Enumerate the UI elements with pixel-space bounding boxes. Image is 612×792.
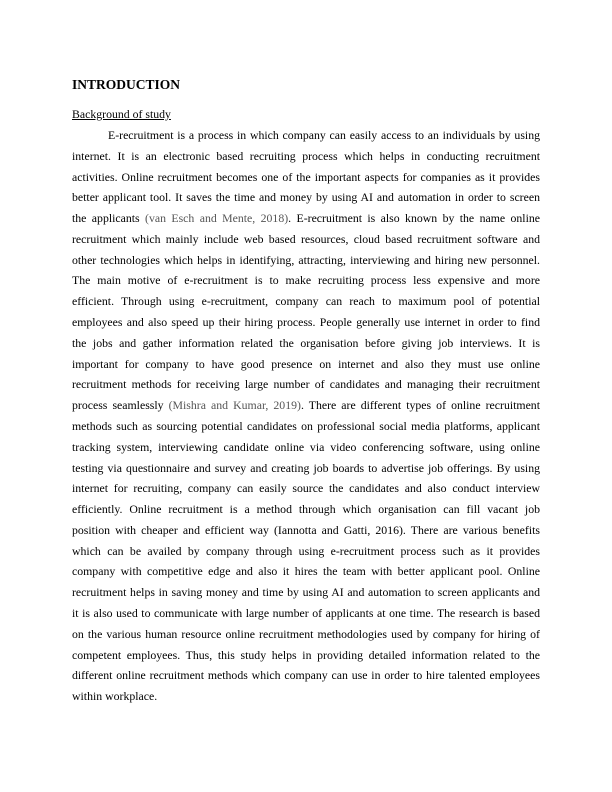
paragraph-line: [72, 208, 540, 229]
paragraph-line: testing via questionnaire and survey and creating job boards to advertise job offerings. By using: [72, 460, 540, 475]
paragraph-line: it is also used to communicate with large number of applicants at one time. The research is based: [72, 605, 540, 620]
paragraph-line: the jobs and gather information related the organisation before giving job interviews. It is: [72, 335, 540, 350]
body-paragraph: [72, 125, 540, 707]
paragraph-line: recruitment helps in saving money and time by using AI and automation to screen applicants and: [72, 585, 540, 600]
paragraph-line: The main motive of e-recruitment is to make recruiting process less expensive and more: [72, 273, 540, 288]
paragraph-line: competent employees. Thus, this study helps in providing detailed information related to the: [72, 647, 540, 662]
paragraph-line: different online recruitment methods which company can use in order to hire talented employees: [72, 668, 540, 683]
paragraph-line: other technologies which helps in identifying, attracting, interviewing and hiring new personnel.: [72, 252, 540, 267]
subsection-heading: Background of study: [72, 107, 171, 121]
citation: (van Esch and Mente, 2018): [145, 211, 289, 226]
paragraph-line: E-recruitment is a process in which company can easily access to an individuals by using: [108, 128, 540, 142]
paragraph-line: efficient. Through using e-recruitment, company can reach to maximum pool of potential: [72, 294, 540, 309]
line-text: process seamlessly: [72, 398, 169, 413]
paragraph-line: better applicant tool. It saves the time and money by using AI and automation in order to screen: [72, 190, 540, 205]
section-heading: INTRODUCTION: [72, 77, 181, 92]
line-text: . E-recruitment is also known by the name online: [288, 211, 540, 226]
paragraph-line: activities. Online recruitment becomes one of the important aspects for companies as it provides: [72, 169, 540, 184]
paragraph-line: efficiently. Online recruitment is a method through which organisation can fill vacant job: [72, 502, 540, 517]
line-text: . There are different types of online recruitment: [300, 398, 540, 413]
paragraph-line: position with cheaper and efficient way (Iannotta and Gatti, 2016). There are various benefits: [72, 522, 540, 537]
paragraph-line: [72, 395, 540, 416]
paragraph-line: which can be availed by company through using e-recruitment process such as it provides: [72, 543, 540, 558]
paragraph-line: methods such as sourcing potential candidates on professional social media platforms, applicant: [72, 418, 540, 433]
paragraph-line: within workplace.: [72, 689, 158, 704]
citation: (Mishra and Kumar, 2019): [168, 398, 301, 413]
paragraph-line: on the various human resource online recruitment methodologies used by company for hiring of: [72, 626, 540, 641]
paragraph-line: internet for recruiting, company can easily source the candidates and also conduct interview: [72, 481, 540, 496]
paragraph-line: recruitment methods for receiving large number of candidates and managing their recruitment: [72, 377, 540, 392]
paragraph-line: recruitment which mainly include web based resources, cloud based recruitment software and: [72, 231, 540, 246]
paragraph-line: important for company to have good presence on internet and also they must use online: [72, 356, 540, 371]
paragraph-line: internet. It is an electronic based recruiting process which helps in conducting recruitment: [72, 148, 540, 163]
line-text: the applicants: [72, 211, 146, 226]
paragraph-line: tracking system, interviewing candidate online via video conferencing software, using online: [72, 439, 540, 454]
paragraph-line: company with competitive edge and also it hires the team with better applicant pool. Online: [72, 564, 540, 579]
paragraph-line: employees and also speed up their hiring process. People generally use internet in order to find: [72, 315, 540, 330]
